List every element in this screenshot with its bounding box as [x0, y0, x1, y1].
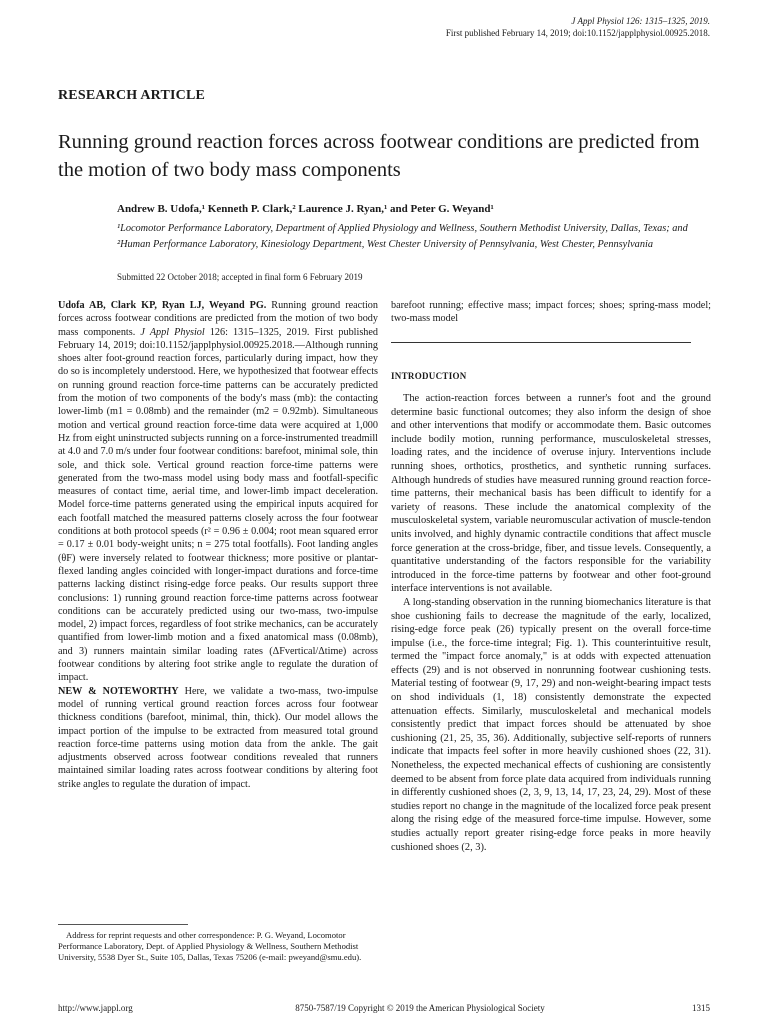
abstract-citation-title: Running ground reaction forces across footwear conditions are predicted from the motion of two body mass components. — [58, 300, 378, 338]
new-noteworthy-text: Here, we validate a two-mass, two-impulse model of running vertical ground reaction forces across four footwear thickness conditions (barefoot, minimal, thin, thick). Our model allows the impact portion of the impulse to be extracted from measured total ground reaction force-time patterns using motion data from the ankle. The gait adjustments observed across footwear conditions revealed that runners maintained similar loading rates across footwear conditions by altering foot strike angles to regulate the duration of impact. — [58, 685, 379, 790]
abstract-column — [58, 299, 378, 791]
article-title: Running ground reaction forces across footwear conditions are predicted from the motion of two body mass components — [58, 131, 700, 181]
journal-header — [446, 15, 710, 39]
introduction-text — [391, 392, 711, 854]
abstract-citation-tail: 126: 1315–1325, 2019. First published February 14, 2019; doi:10.1152/japplphysiol.00925.2018. — [58, 326, 378, 351]
intro-paragraph: A long-standing observation in the running biomechanics literature is that shoe cushioning fails to decrease the magnitude of the early, localized, rising-edge force peak (26) typically present on the overall force-time impulse (i.e., the force-time integral; Fig. 1). This counterintuitive result, termed the "impact force anomaly," is at odds with expected attenuation effects (29) and is not observed in nonrunning footwear cushioning tests. Material testing of footwear (9, 17, 29) and non-weight-bearing impact tests on shod individuals (1, 18) consistently demonstrate the expected attenuation effects. Similarly, musculoskeletal and mechanical models consistently predict that impact forces should be attenuated by shoe cushioning (21, 25, 35, 36). Additionally, subjective self-reports of runners indicate that impacts feel softer in more heavily cushioned shoes (22, 31). Nonetheless, the expected mechanical effects of cushioning are consistently deemed to be absent from force plate data acquired from individuals running in differently cushioned shoes (2, 3, 9, 13, 14, 17, 23, 24, 29). Most of these studies report no change in the magnitude of the localized force peak present along the rising edge of the measured force-time impulse. However, some studies actually report greater rising-edge force peaks in more heavily cushioned shoes (2, 3). — [391, 596, 711, 853]
new-noteworthy — [58, 685, 378, 791]
author-list: Andrew B. Udofa,¹ Kenneth P. Clark,² Laurence J. Ryan,¹ and Peter G. Weyand¹ — [117, 203, 494, 215]
abstract-citation-journal: J Appl Physiol — [140, 326, 205, 338]
section-heading-introduction: INTRODUCTION — [391, 371, 467, 381]
affiliations: ¹Locomotor Performance Laboratory, Department of Applied Physiology and Wellness, Southern Methodist University, Dallas, Texas; and ²Human Performance Laboratory, Kinesiology Department, West Chester University of Pennsylvania, West Chester, Pennsylvania — [117, 223, 688, 250]
abstract-body: —Although running shoes alter foot-ground reaction forces, particularly during impact, how they do so is incompletely understood. Here, we hypothesized that footwear effects on running ground reaction force-time patterns can be accurately predicted from the motion of two components of the body's mass (mb): the contacting lower-limb (m1 = 0.08mb) and the remainder (m2 = 0.92mb). Simultaneous motion and vertical ground reaction force-time data were acquired at 1,000 Hz from eight uninstructed subjects running on a force-instrumented treadmill at 4.0 and 7.0 m/s under four footwear conditions: barefoot, minimal sole, thin sole, and thick sole. Vertical ground reaction force-time patterns were generated from the two-mass model using body mass and footfall-specific measures of contact time, aerial time, and lower-limb impact deceleration. Model force-time patterns generated using the empirical inputs acquired for each footfall matched the measured patterns closely across the four footwear conditions at both protocol speeds (r² = 0.96 ± 0.004; root mean squared error = 0.17 ± 0.01 body-weight units; n = 275 total footfalls). Foot landing angles (θF) were inversely related to footwear thickness; more positive or plantar-flexed landing angles coincided with longer-impact durations and force-time patterns lacking distinct rising-edge force peaks. Our results support three conclusions: 1) running ground reaction force-time patterns across footwear conditions can be accurately predicted using our two-mass, two-impulse model, 2) impact forces, regardless of foot strike mechanics, can be accurately quantified from lower-limb motion and a fixed anatomical mass (0.08mb), and 3) runners maintain similar loading rates (ΔFvertical/Δtime) across footwear conditions by altering foot strike angle to regulate the duration of impact. — [58, 339, 378, 684]
submission-dates: Submitted 22 October 2018; accepted in final form 6 February 2019 — [117, 272, 363, 282]
page-number: 1315 — [692, 1003, 710, 1013]
abstract-citation-authors: Udofa AB, Clark KP, Ryan LJ, Weyand PG. — [58, 300, 267, 311]
intro-paragraph: The action-reaction forces between a runner's foot and the ground determine basic functional outcomes; they also inform the design of shoe and other interventions that modify or accommodate them. Basic outcomes include bodily motion, running performance, musculoskeletal stresses, loading rates, and the incidence of overuse injury. Interventions include running shoes, orthotics, prosthetics, and synthetic running surfaces. Although hundreds of studies have measured running ground reaction force-time patterns, their mechanical basis has been difficult to identify for a variety of reasons. These include the anatomical complexity of the musculoskeletal system, variable neuromuscular activation of muscle-tendon units involved, and highly dynamic contractile conditions that affect muscle force generation at the cross-bridge, fiber, and tissue levels. Consequently, a quantitative understanding of the factors responsible for the variability introduced in the force-time patterns by footwear and other foot-ground interface interventions is not available. — [391, 393, 711, 595]
footnote-text: Address for reprint requests and other correspondence: P. G. Weyand, Locomotor Performance Laboratory, Dept. of Applied Physiology & Wellness, Southern Methodist University, 5538 Dyer St., Suite 105, Dallas, Texas 75206 (e-mail: pweyand@smu.edu). — [58, 930, 362, 962]
journal-citation: J Appl Physiol 126: 1315–1325, 2019. — [571, 16, 710, 26]
keywords: barefoot running; effective mass; impact forces; shoes; spring-mass model; two-mass model — [391, 300, 711, 325]
correspondence-footnote — [58, 930, 378, 963]
footnote-divider — [58, 924, 188, 925]
publication-info: First published February 14, 2019; doi:10.1152/japplphysiol.00925.2018. — [445, 28, 710, 38]
footer-url[interactable]: http://www.jappl.org — [58, 1003, 133, 1013]
keywords-block — [391, 299, 711, 326]
keywords-divider — [391, 342, 691, 343]
footer-copyright: 8750-7587/19 Copyright © 2019 the American Physiological Society — [295, 1003, 545, 1013]
new-noteworthy-label: NEW & NOTEWORTHY — [58, 685, 179, 697]
article-type: RESEARCH ARTICLE — [58, 88, 206, 103]
abstract — [58, 299, 378, 685]
